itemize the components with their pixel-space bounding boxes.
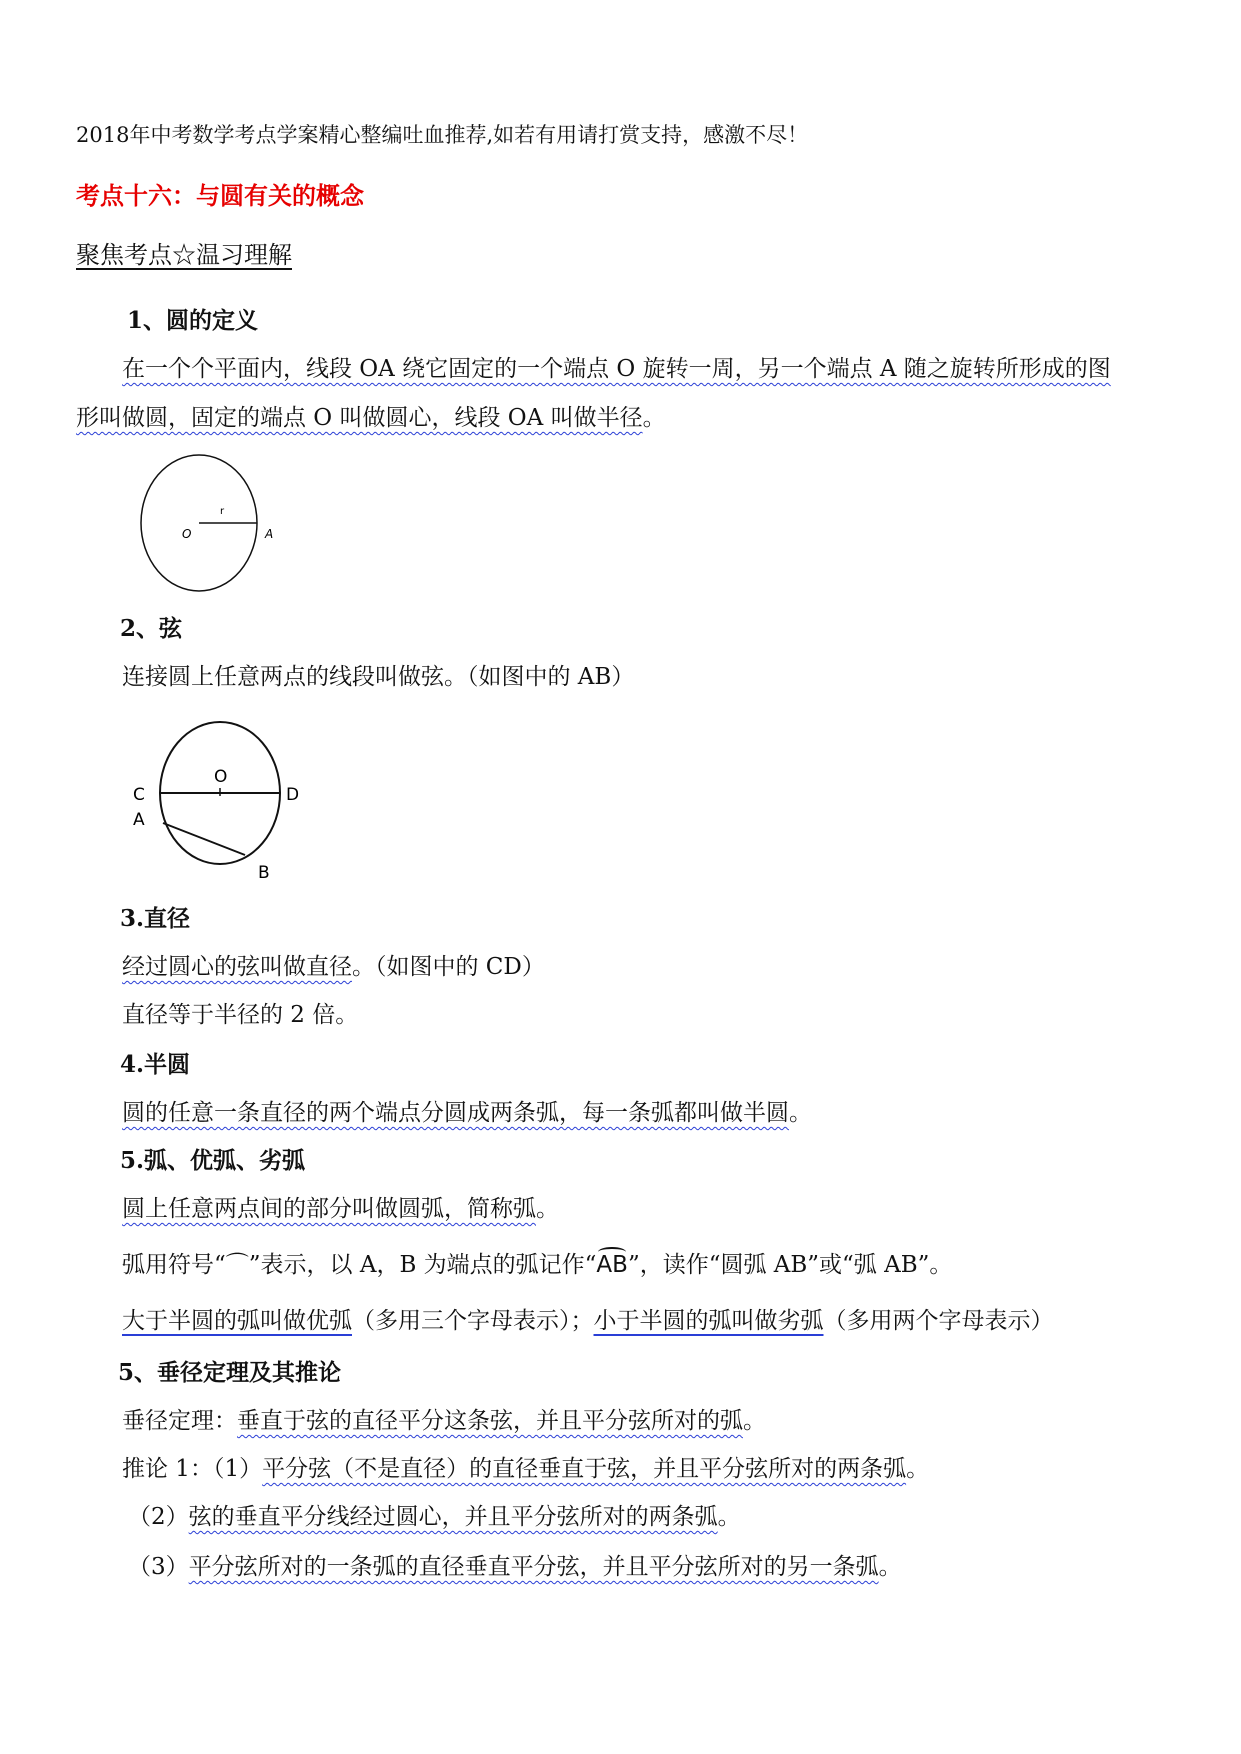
arc-definition: 圆上任意两点间的部分叫做圆弧，简称弧。 <box>122 1196 559 1222</box>
heading-chord: 2、弦 <box>120 615 183 642</box>
heading-diameter: 3.直径 <box>120 905 191 932</box>
arc-notation: 弧用符号“⌒”表示，以 A，B 为端点的弧记作“AB”，读作“圆弧 AB”或“弧 AB”。 <box>122 1252 953 1278</box>
diameter-definition: 经过圆心的弦叫做直径。（如图中的 CD） <box>122 954 545 980</box>
chord-definition: 连接圆上任意两点的线段叫做弦。（如图中的 AB） <box>122 664 635 690</box>
label-c: C <box>133 785 145 805</box>
label-d: D <box>286 785 300 805</box>
circle-definition-line1 <box>122 354 1111 384</box>
corollary-1-part-1: 推论 1：（1）平分弦（不是直径）的直径垂直于弦，并且平分弦所对的两条弧。 <box>122 1456 930 1482</box>
label-o: O <box>182 527 192 541</box>
label-a: A <box>133 810 145 830</box>
major-minor-arc: 大于半圆的弧叫做优弧（多用三个字母表示）；小于半圆的弧叫做劣弧（多用两个字母表示） <box>122 1308 1054 1334</box>
section-title: 聚焦考点☆温习理解 <box>76 241 292 269</box>
circle-radius-figure <box>130 450 290 600</box>
corollary-1-part-2: （2）弦的垂直平分线经过圆心，并且平分弦所对的两条弧。 <box>128 1504 741 1530</box>
label-a: A <box>265 527 274 541</box>
arc-ab-symbol: AB <box>596 1252 628 1278</box>
circle-definition-line2-text: 形叫做圆，固定的端点 O 叫做圆心，线段 OA 叫做半径 <box>76 405 643 431</box>
corollary-1-part-3: （3）平分弦所对的一条弧的直径垂直平分弦，并且平分弦所对的另一条弧。 <box>128 1554 902 1580</box>
label-r: r <box>220 506 225 517</box>
circle-definition-line1-text: 在一个个平面内，线段 OA 绕它固定的一个端点 O 旋转一周，另一个端点 A 随之旋转所形成的图 <box>122 356 1111 382</box>
perpendicular-diameter-theorem: 垂径定理：垂直于弦的直径平分这条弦，并且平分弦所对的弧。 <box>122 1408 766 1434</box>
semicircle-definition: 圆的任意一条直径的两个端点分圆成两条弧，每一条弧都叫做半圆。 <box>122 1100 812 1126</box>
heading-perpendicular-diameter: 5、垂径定理及其推论 <box>118 1359 342 1386</box>
chord-figure <box>125 710 315 890</box>
heading-arc: 5.弧、优弧、劣弧 <box>120 1147 306 1174</box>
label-b: B <box>258 863 270 883</box>
heading-circle-definition: 1、圆的定义 <box>127 307 259 334</box>
circle-definition-line2: 形叫做圆，固定的端点 O 叫做圆心，线段 OA 叫做半径。 <box>76 405 666 431</box>
label-o: O <box>214 767 228 787</box>
page-title: 考点十六：与圆有关的概念 <box>76 181 364 210</box>
heading-semicircle: 4.半圆 <box>120 1051 191 1078</box>
diameter-radius-relation: 直径等于半径的 2 倍。 <box>122 1002 359 1028</box>
intro-text: 2018年中考数学考点学案精心整编吐血推荐,如若有用请打赏支持，感激不尽！ <box>76 123 809 147</box>
